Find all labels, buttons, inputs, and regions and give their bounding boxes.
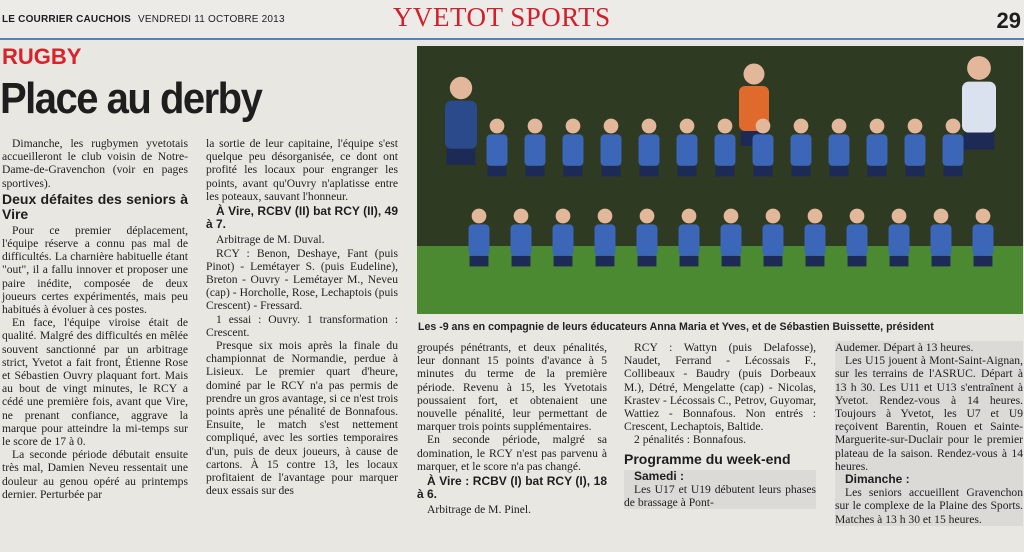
player-back-shorts	[526, 166, 545, 177]
text-column-1	[2, 137, 188, 501]
player-back-shorts	[830, 166, 849, 177]
paragraph: En face, l'équipe viroise était de qualité. Malgré des difficultés en mêlée souvent sanctionné par un arbitrage strict, Yvetot a fait front, Étienne Rose et Sébastien Ouvry plaquant fort. Mais au bout de vingt minutes, le RCY a cédé une première fois, avant que Vire, ne prenant confiance, aggrave la marque pour atteindre la mi-temps sur le score de 17 à 0.	[2, 316, 188, 449]
player-front-head	[556, 209, 571, 224]
player-front-shorts	[932, 256, 951, 267]
article-headline: Place au derby	[0, 75, 262, 123]
player-front-shorts	[764, 256, 783, 267]
paragraph: Les U17 et U19 débutent leurs phases de brassage à Pont-	[624, 483, 816, 510]
paragraph: Les U15 jouent à Mont-Saint-Aignan, sur les terrains de l'ASRUC. Départ à 13 h 30. Les U11 et U13 s'entraînent à Yvetot. Rendez-vous à 14 heures. Toujours à Yvetot, les U7 et U9 reçoivent Barentin, Rouen et Sainte-Marguerite-sur-Duclair pour le premier plateau de la saison. Rendez-vous à 14 heures.	[835, 354, 1023, 473]
paragraph: Les seniors accueillent Gravenchon sur le complexe de la Plaine des Sports. Matches à 13 h 30 et 15 heures.	[835, 486, 1023, 526]
player-back-body	[639, 134, 660, 166]
player-front-head	[766, 209, 781, 224]
player-front-head	[850, 209, 865, 224]
player-front-shorts	[512, 256, 531, 267]
paragraph: La seconde période débutait ensuite très mal, Damien Neveu ressentait une douleur au genou opéré au printemps dernier. Perturbée par	[2, 448, 188, 501]
player-back-body	[943, 134, 964, 166]
match-result: À Vire, RCBV (II) bat RCY (II), 49 à 7.	[206, 204, 398, 232]
photo-caption: Les -9 ans en compagnie de leurs éducateurs Anna Maria et Yves, et de Sébastien Buissette, président	[418, 321, 934, 333]
player-front-body	[721, 224, 742, 256]
player-back-body	[905, 134, 926, 166]
adult-coach-shorts	[447, 149, 476, 165]
player-back-shorts	[488, 166, 507, 177]
scorers-line: 1 essai : Ouvry. 1 transformation : Crescent.	[206, 312, 398, 339]
player-front-shorts	[806, 256, 825, 267]
player-back-head	[870, 119, 885, 134]
player-back-shorts	[944, 166, 963, 177]
player-front-head	[808, 209, 823, 224]
player-front-shorts	[974, 256, 993, 267]
player-front-head	[514, 209, 529, 224]
player-back-shorts	[602, 166, 621, 177]
player-front-head	[892, 209, 907, 224]
page-number: 29	[996, 8, 1021, 33]
player-front-body	[763, 224, 784, 256]
player-front-head	[934, 209, 949, 224]
player-back-shorts	[906, 166, 925, 177]
publication-name: LE COURRIER CAUCHOIS	[2, 14, 132, 25]
player-front-head	[724, 209, 739, 224]
player-back-head	[566, 119, 581, 134]
player-back-body	[601, 134, 622, 166]
player-back-head	[908, 119, 923, 134]
player-front-shorts	[680, 256, 699, 267]
program-day: Samedi :	[634, 468, 685, 483]
player-front-body	[553, 224, 574, 256]
adult-educator-head	[744, 64, 765, 85]
program-day: Dimanche :	[845, 472, 910, 487]
team-photo-image	[417, 46, 1023, 314]
adult-president-shorts	[964, 133, 995, 150]
player-back-shorts	[868, 166, 887, 177]
player-front-shorts	[470, 256, 489, 267]
player-back-shorts	[640, 166, 659, 177]
referee-line: Arbitrage de M. Pinel.	[427, 503, 531, 517]
player-back-body	[791, 134, 812, 166]
player-back-shorts	[716, 166, 735, 177]
player-front-head	[640, 209, 655, 224]
text-column-5	[835, 341, 1023, 526]
player-front-body	[973, 224, 994, 256]
team-lineup: RCY : Benon, Deshaye, Fant (puis Pinot) - Lemétayer S. (puis Eudeline), Breton - Ouvry - Lemétayer M., Neveu (cap) - Horcholle, Rose, Lechaptois (puis Crescent) - Fressard.	[206, 246, 398, 313]
team-lineup: RCY : Wattyn (puis Delafosse), Naudet, Ferrand - Lécossais F., Collibeaux - Baudry (puis Dorbeaux M.), Détré, Mengelatte (cap) - Nicolas, Krastev - Lécossais C., Petrov, Guyomar, Wattiez - Bonnafous. Non entrés : Crescent, Lechaptois, Baltide.	[624, 341, 816, 434]
header-rule	[0, 38, 1024, 40]
player-back-body	[487, 134, 508, 166]
player-back-head	[604, 119, 619, 134]
section-title: YVETOT SPORTS	[393, 2, 611, 32]
player-front-shorts	[596, 256, 615, 267]
player-front-shorts	[722, 256, 741, 267]
player-back-body	[715, 134, 736, 166]
subheading: Deux défaites des seniors à Vire	[2, 190, 188, 222]
player-back-head	[756, 119, 771, 134]
referee-line: Arbitrage de M. Duval.	[216, 233, 325, 247]
player-front-head	[682, 209, 697, 224]
player-back-body	[677, 134, 698, 166]
player-front-shorts	[890, 256, 909, 267]
player-back-body	[867, 134, 888, 166]
page-header	[0, 0, 1024, 38]
match-result: À Vire : RCBV (I) bat RCY (I), 18 à 6.	[417, 474, 607, 502]
player-front-body	[847, 224, 868, 256]
player-front-head	[472, 209, 487, 224]
publication-line	[2, 14, 285, 25]
paragraph: Audemer. Départ à 13 heures.	[835, 341, 974, 354]
adult-coach-body	[445, 101, 477, 149]
player-back-head	[832, 119, 847, 134]
article-kicker: RUGBY	[2, 44, 82, 69]
adult-coach-head	[450, 77, 472, 99]
text-column-2	[206, 137, 398, 497]
player-back-shorts	[678, 166, 697, 177]
player-front-body	[931, 224, 952, 256]
paragraph: Presque six mois après la finale du championnat de Normandie, perdue à Lisieux. Le premier quart d'heure, dominé par le RCY n'a pas permis de prendre un gros avantage, si ce n'est trois points après une pénalité de Bonnafous. Ensuite, le match s'est nettement compliqué, avec les sorties temporaires d'un, puis de deux joueurs, à cause de cartons. À 15 contre 13, les locaux profitaient de l'avantage pour marquer deux essais sur des	[206, 339, 398, 498]
paragraph: En seconde période, malgré sa domination, le RCY n'est pas parvenu à marquer, et le score n'a pas changé.	[417, 433, 607, 473]
player-back-shorts	[754, 166, 773, 177]
player-back-body	[525, 134, 546, 166]
player-front-head	[598, 209, 613, 224]
player-back-shorts	[792, 166, 811, 177]
player-front-shorts	[554, 256, 573, 267]
program-box	[624, 470, 816, 510]
player-back-head	[718, 119, 733, 134]
player-back-head	[946, 119, 961, 134]
paragraph: Dimanche, les rugbymen yvetotais accueilleront le club voisin de Notre-Dame-de-Gravenchon (voir en pages sportives).	[2, 137, 188, 190]
player-front-body	[637, 224, 658, 256]
adult-president-body	[962, 82, 996, 133]
player-back-head	[642, 119, 657, 134]
text-column-4	[624, 341, 816, 509]
player-back-body	[563, 134, 584, 166]
player-front-shorts	[638, 256, 657, 267]
player-front-body	[469, 224, 490, 256]
player-front-body	[679, 224, 700, 256]
paragraph: Pour ce premier déplacement, l'équipe réserve a connu pas mal de difficultés. La charnière habituelle étant "out", il a fallu innover et proposer une paire inédite, composée de deux joueurs certes expérimentés, mais peu habitués à évoluer à ces postes.	[2, 223, 188, 317]
player-front-body	[595, 224, 616, 256]
player-back-body	[829, 134, 850, 166]
team-photo	[417, 46, 1023, 314]
player-front-shorts	[848, 256, 867, 267]
player-front-head	[976, 209, 991, 224]
player-back-head	[528, 119, 543, 134]
publication-date: VENDREDI 11 OCTOBRE 2013	[138, 14, 285, 25]
player-front-body	[889, 224, 910, 256]
player-back-head	[680, 119, 695, 134]
player-back-body	[753, 134, 774, 166]
player-back-head	[490, 119, 505, 134]
scorers-line: 2 pénalités : Bonnafous.	[634, 433, 747, 447]
text-column-3	[417, 341, 607, 517]
paragraph: groupés pénétrants, et deux pénalités, leur donnant 15 points d'avance à 5 minutes du terme de la première période. Revenu à 15, les Yvetotais poussaient fort, et obtenaient une nouvelle pénalité, leur permettant de marquer trois points supplémentaires.	[417, 341, 607, 434]
player-front-body	[511, 224, 532, 256]
player-front-body	[805, 224, 826, 256]
player-back-shorts	[564, 166, 583, 177]
player-back-head	[794, 119, 809, 134]
paragraph: la sortie de leur capitaine, l'équipe s'est quelque peu désorganisée, ce dont ont profité les locaux pour engranger les points, avant qu'Ouvry n'aplatisse entre les poteaux, sauvant l'honneur.	[206, 137, 398, 203]
adult-president-head	[967, 56, 991, 80]
program-heading: Programme du week-end	[624, 450, 791, 467]
